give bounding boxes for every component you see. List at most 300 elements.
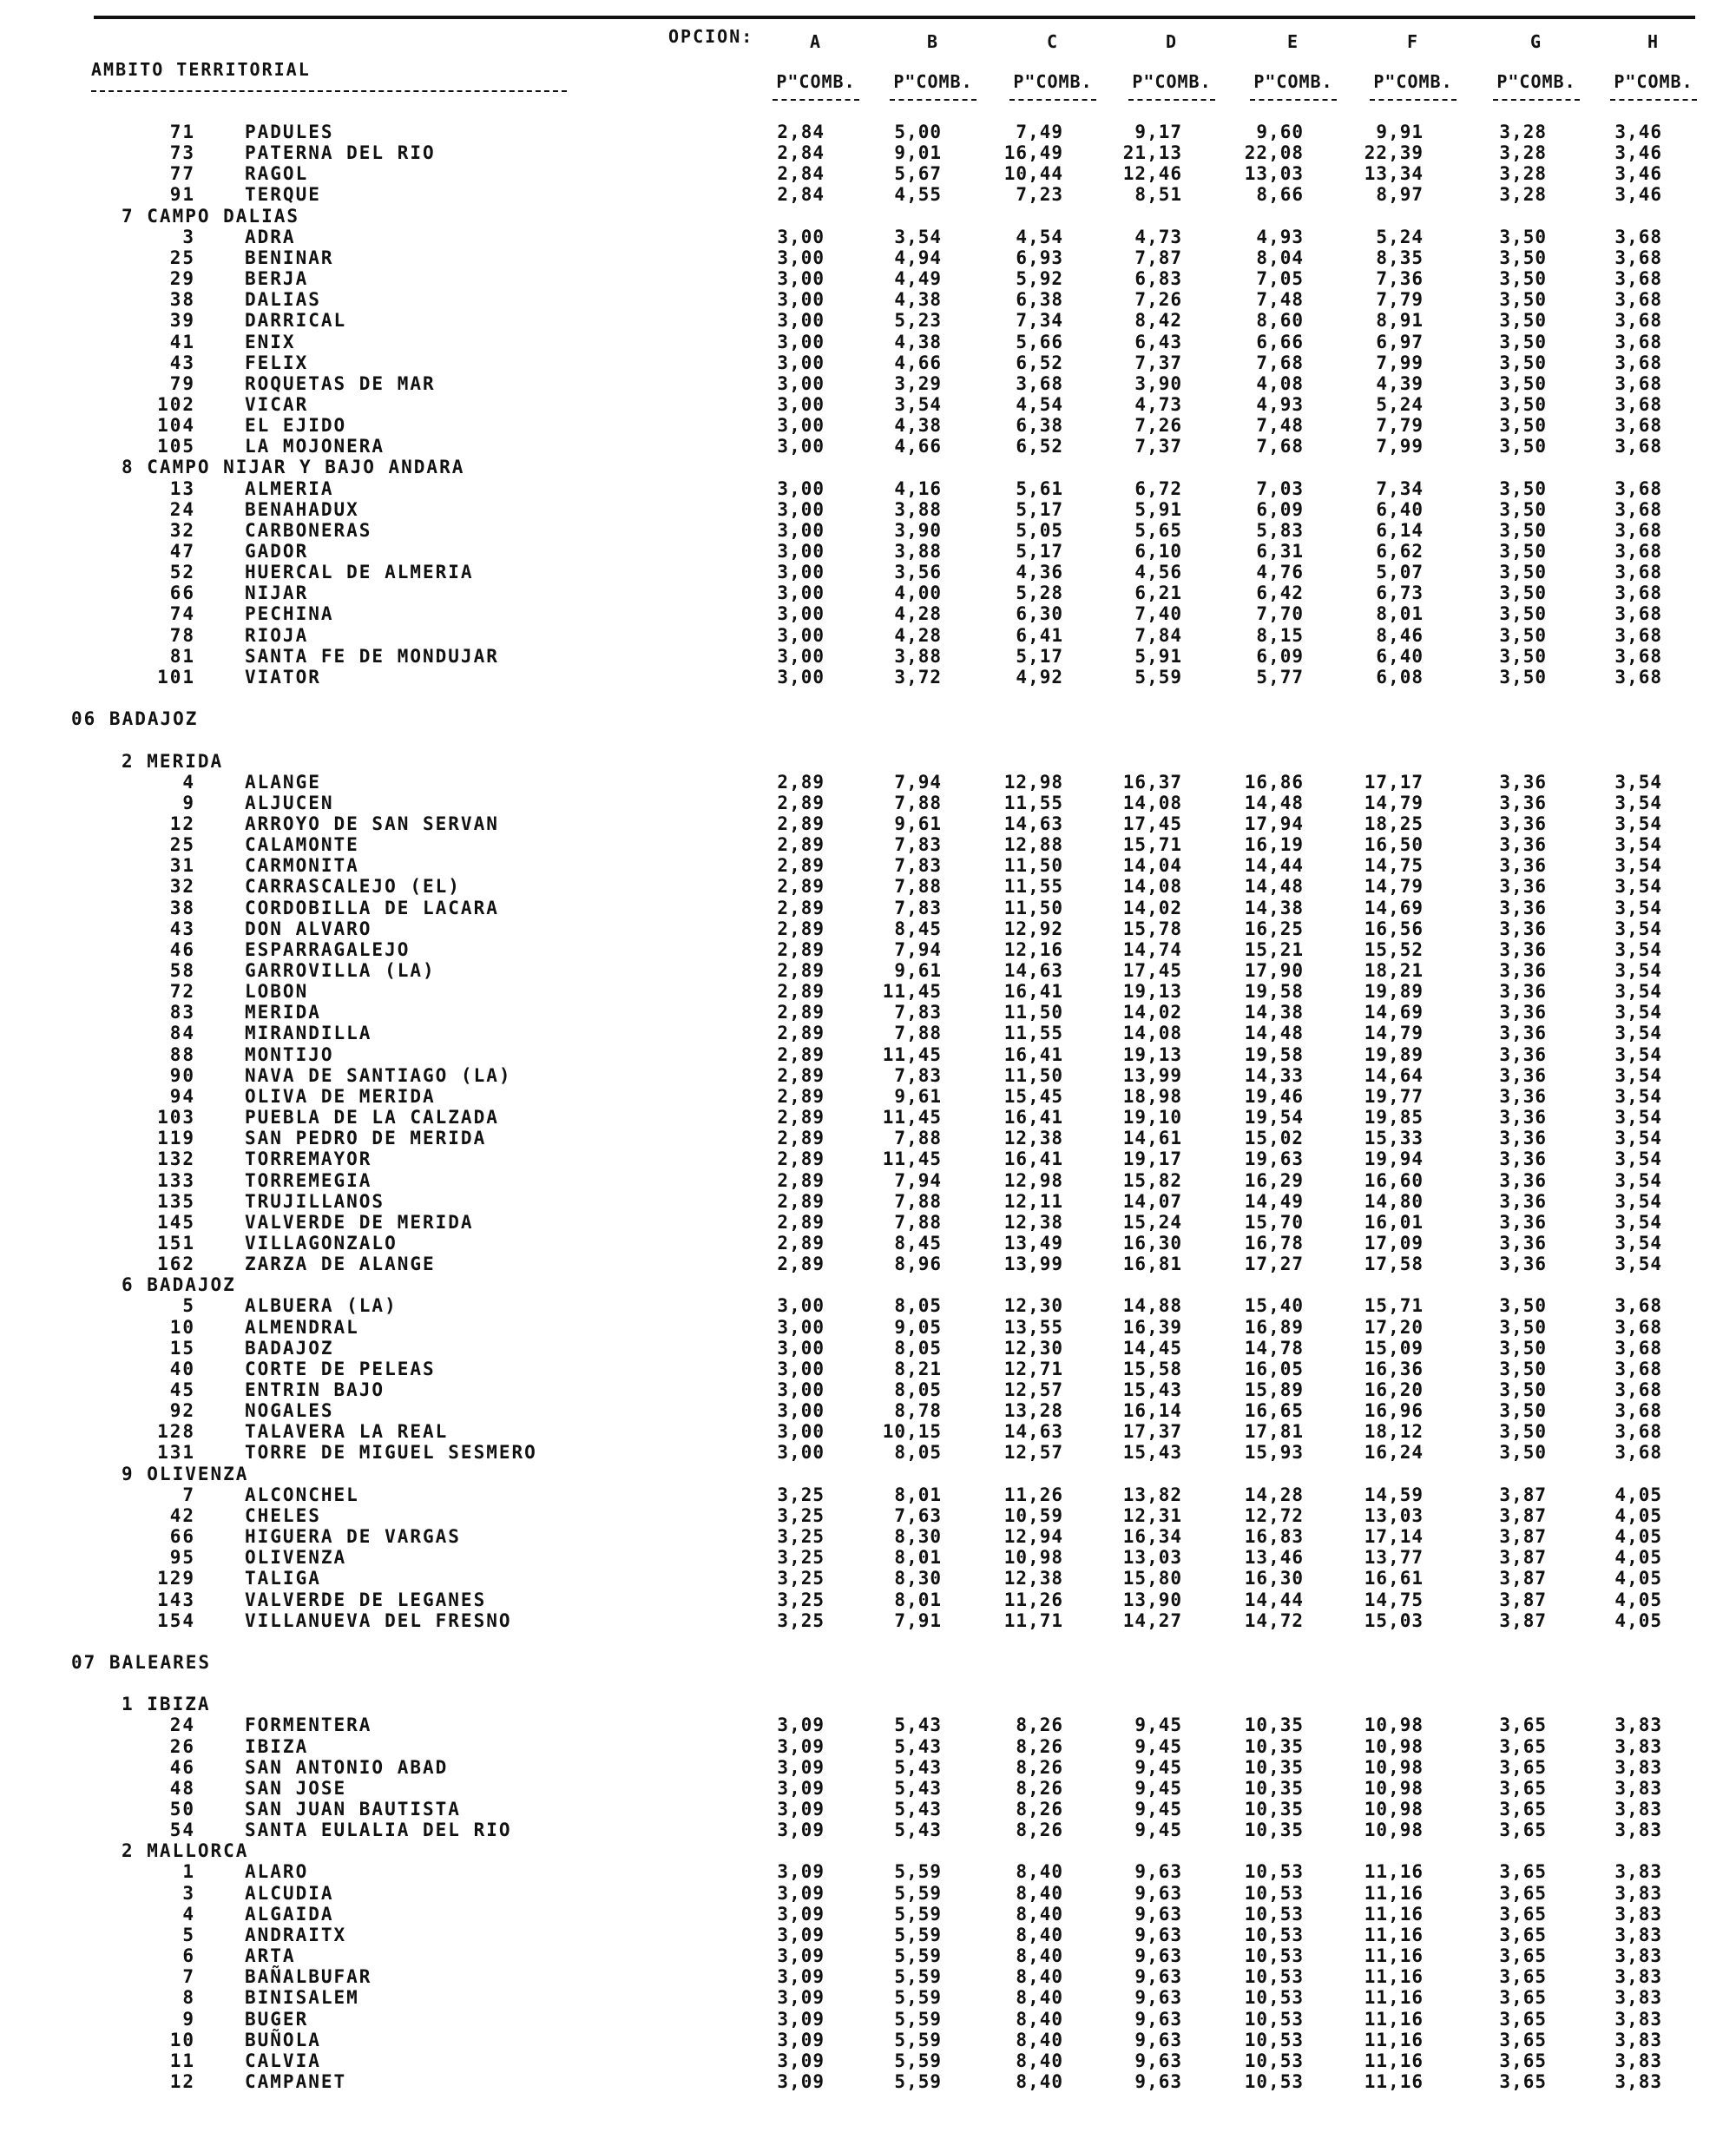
price-cell-g: 3,36 xyxy=(1499,1211,1547,1233)
municipality-name: ARROYO DE SAN SERVAN xyxy=(245,813,499,834)
table-row xyxy=(0,1945,1736,1966)
price-cell-a: 2,89 xyxy=(777,1023,825,1044)
price-cell-g: 3,50 xyxy=(1499,477,1547,499)
price-cell-g: 3,36 xyxy=(1499,771,1547,793)
price-cell-h: 3,54 xyxy=(1614,938,1662,960)
price-cell-h: 3,54 xyxy=(1614,1064,1662,1086)
price-cell-d: 17,45 xyxy=(1122,813,1182,834)
table-row xyxy=(0,436,1736,457)
option-header-g: G xyxy=(1529,31,1543,52)
price-cell-d: 16,30 xyxy=(1122,1232,1182,1254)
price-cell-e: 10,35 xyxy=(1244,1777,1304,1799)
price-cell-b: 7,91 xyxy=(894,1609,942,1631)
municipality-code: 45 xyxy=(169,1379,195,1400)
price-cell-d: 15,80 xyxy=(1122,1568,1182,1589)
price-cell-d: 7,87 xyxy=(1134,247,1182,268)
table-row xyxy=(0,2009,1736,2030)
zone-heading xyxy=(0,457,1736,477)
municipality-code: 38 xyxy=(169,289,195,311)
municipality-name: RIOJA xyxy=(245,624,309,646)
municipality-code: 50 xyxy=(169,1799,195,1820)
price-cell-b: 3,88 xyxy=(894,541,942,562)
price-cell-d: 21,13 xyxy=(1122,142,1182,164)
price-cell-f: 17,17 xyxy=(1364,771,1424,793)
municipality-name: BERJA xyxy=(245,268,309,290)
price-cell-e: 10,35 xyxy=(1244,1820,1304,1841)
price-cell-d: 4,73 xyxy=(1134,393,1182,415)
price-cell-f: 16,20 xyxy=(1364,1379,1424,1400)
price-cell-h: 3,46 xyxy=(1614,122,1662,142)
price-cell-e: 7,70 xyxy=(1256,603,1304,625)
price-cell-f: 15,52 xyxy=(1364,938,1424,960)
price-cell-h: 4,05 xyxy=(1614,1526,1662,1548)
price-cell-b: 11,45 xyxy=(882,1107,942,1129)
table-row xyxy=(0,855,1736,876)
table-row xyxy=(0,1925,1736,1945)
price-cell-a: 3,00 xyxy=(777,393,825,415)
municipality-code: 11 xyxy=(169,2050,195,2071)
ambito-territorial-heading: AMBITO TERRITORIAL xyxy=(91,59,311,80)
table-row xyxy=(0,1233,1736,1254)
price-cell-a: 2,89 xyxy=(777,938,825,960)
price-cell-f: 6,73 xyxy=(1376,582,1424,604)
price-cell-e: 15,40 xyxy=(1244,1295,1304,1317)
price-header-underline xyxy=(890,99,976,101)
price-cell-b: 8,21 xyxy=(894,1358,942,1379)
price-cell-c: 8,26 xyxy=(1016,1820,1063,1841)
zone-heading xyxy=(0,206,1736,227)
price-cell-c: 8,40 xyxy=(1016,2070,1063,2092)
price-cell-g: 3,65 xyxy=(1499,1882,1547,1904)
price-cell-c: 13,49 xyxy=(1003,1232,1063,1254)
price-cell-h: 3,54 xyxy=(1614,1232,1662,1254)
price-cell-h: 3,83 xyxy=(1614,1924,1662,1945)
price-header-underline xyxy=(1250,99,1337,101)
ambito-underline xyxy=(91,90,567,92)
price-cell-a: 3,25 xyxy=(777,1484,825,1505)
price-cell-f: 14,79 xyxy=(1364,1023,1424,1044)
price-cell-d: 16,37 xyxy=(1122,771,1182,793)
price-cell-f: 8,97 xyxy=(1376,184,1424,206)
price-cell-d: 16,81 xyxy=(1122,1254,1182,1275)
municipality-name: BAÑALBUFAR xyxy=(245,1966,372,1988)
price-cell-f: 5,24 xyxy=(1376,226,1424,247)
price-cell-d: 6,72 xyxy=(1134,477,1182,499)
price-cell-h: 3,54 xyxy=(1614,897,1662,918)
price-cell-h: 3,83 xyxy=(1614,1799,1662,1820)
municipality-code: 38 xyxy=(169,897,195,918)
price-cell-h: 3,68 xyxy=(1614,498,1662,520)
price-cell-b: 5,43 xyxy=(894,1714,942,1736)
zone-heading xyxy=(0,1274,1736,1295)
municipality-code: 103 xyxy=(157,1107,195,1129)
price-cell-g: 3,50 xyxy=(1499,1358,1547,1379)
price-cell-g: 3,50 xyxy=(1499,582,1547,604)
price-cell-b: 7,83 xyxy=(894,834,942,856)
price-cell-h: 3,54 xyxy=(1614,771,1662,793)
price-cell-c: 11,71 xyxy=(1003,1609,1063,1631)
zone-name: 7 CAMPO DALIAS xyxy=(122,205,300,227)
zone-name: 6 BADAJOZ xyxy=(122,1274,236,1296)
price-cell-f: 15,33 xyxy=(1364,1128,1424,1149)
municipality-code: 1 xyxy=(182,1861,195,1883)
municipality-code: 66 xyxy=(169,582,195,604)
price-cell-d: 19,10 xyxy=(1122,1107,1182,1129)
table-row xyxy=(0,1086,1736,1107)
municipality-code: 79 xyxy=(169,372,195,394)
municipality-name: TORREMAYOR xyxy=(245,1148,372,1170)
price-cell-h: 3,83 xyxy=(1614,2029,1662,2050)
price-cell-g: 3,36 xyxy=(1499,938,1547,960)
price-cell-c: 12,92 xyxy=(1003,918,1063,939)
price-cell-g: 3,87 xyxy=(1499,1568,1547,1589)
price-cell-c: 12,38 xyxy=(1003,1128,1063,1149)
price-cell-a: 2,89 xyxy=(777,960,825,981)
price-cell-f: 22,39 xyxy=(1364,142,1424,164)
price-cell-d: 15,82 xyxy=(1122,1169,1182,1191)
price-cell-c: 5,28 xyxy=(1016,582,1063,604)
table-row xyxy=(0,1987,1736,2008)
municipality-name: ARTA xyxy=(245,1945,296,1967)
price-cell-b: 8,45 xyxy=(894,1232,942,1254)
price-cell-e: 8,04 xyxy=(1256,247,1304,268)
price-cell-a: 3,00 xyxy=(777,436,825,457)
price-cell-f: 15,71 xyxy=(1364,1295,1424,1317)
price-cell-e: 14,48 xyxy=(1244,1023,1304,1044)
price-cell-h: 3,83 xyxy=(1614,1966,1662,1988)
price-cell-a: 3,00 xyxy=(777,1316,825,1338)
price-cell-a: 2,89 xyxy=(777,1128,825,1149)
price-cell-f: 8,01 xyxy=(1376,603,1424,625)
price-cell-d: 15,24 xyxy=(1122,1211,1182,1233)
price-cell-g: 3,50 xyxy=(1499,310,1547,332)
price-cell-g: 3,36 xyxy=(1499,1002,1547,1023)
price-cell-c: 4,36 xyxy=(1016,562,1063,583)
price-cell-a: 3,00 xyxy=(777,1400,825,1422)
price-cell-c: 10,44 xyxy=(1003,163,1063,185)
municipality-name: TORREMEGIA xyxy=(245,1169,372,1191)
zone-heading xyxy=(0,751,1736,772)
table-row xyxy=(0,1610,1736,1631)
price-cell-e: 10,53 xyxy=(1244,1945,1304,1967)
price-cell-f: 16,56 xyxy=(1364,918,1424,939)
price-cell-g: 3,87 xyxy=(1499,1609,1547,1631)
price-header-b: P"COMB. xyxy=(893,71,973,92)
price-cell-g: 3,65 xyxy=(1499,2008,1547,2030)
price-cell-e: 10,35 xyxy=(1244,1756,1304,1778)
price-cell-d: 14,88 xyxy=(1122,1295,1182,1317)
table-row xyxy=(0,1170,1736,1191)
price-cell-h: 3,54 xyxy=(1614,876,1662,898)
municipality-name: EL EJIDO xyxy=(245,415,347,437)
price-cell-h: 3,68 xyxy=(1614,331,1662,352)
municipality-code: 40 xyxy=(169,1358,195,1379)
price-cell-c: 16,41 xyxy=(1003,981,1063,1003)
municipality-name: PATERNA DEL RIO xyxy=(245,142,436,164)
price-cell-g: 3,65 xyxy=(1499,1861,1547,1883)
price-cell-c: 8,26 xyxy=(1016,1777,1063,1799)
price-cell-c: 12,30 xyxy=(1003,1295,1063,1317)
table-row xyxy=(0,520,1736,541)
price-cell-g: 3,36 xyxy=(1499,1232,1547,1254)
price-cell-g: 3,36 xyxy=(1499,834,1547,856)
table-row xyxy=(0,142,1736,163)
price-cell-a: 3,00 xyxy=(777,603,825,625)
price-cell-c: 12,57 xyxy=(1003,1379,1063,1400)
price-cell-g: 3,36 xyxy=(1499,981,1547,1003)
municipality-code: 71 xyxy=(169,122,195,142)
price-cell-c: 3,68 xyxy=(1016,372,1063,394)
price-cell-e: 16,86 xyxy=(1244,771,1304,793)
price-cell-f: 6,14 xyxy=(1376,519,1424,541)
price-cell-h: 3,54 xyxy=(1614,1085,1662,1107)
price-cell-a: 2,89 xyxy=(777,1254,825,1275)
price-cell-c: 12,38 xyxy=(1003,1568,1063,1589)
price-cell-a: 3,25 xyxy=(777,1589,825,1610)
price-cell-h: 3,54 xyxy=(1614,918,1662,939)
price-cell-b: 7,88 xyxy=(894,792,942,813)
price-cell-e: 10,53 xyxy=(1244,2008,1304,2030)
municipality-name: ALMERIA xyxy=(245,477,334,499)
price-cell-a: 3,00 xyxy=(777,624,825,646)
municipality-name: FELIX xyxy=(245,352,309,373)
price-cell-c: 5,61 xyxy=(1016,477,1063,499)
province-heading xyxy=(0,1652,1736,1673)
municipality-code: 119 xyxy=(157,1128,195,1149)
price-cell-h: 3,68 xyxy=(1614,436,1662,457)
price-header-g: P"COMB. xyxy=(1496,71,1576,92)
price-cell-f: 6,08 xyxy=(1376,666,1424,688)
price-cell-d: 9,63 xyxy=(1134,2008,1182,2030)
option-header-c: C xyxy=(1046,31,1060,52)
table-row xyxy=(0,478,1736,499)
price-cell-e: 7,68 xyxy=(1256,436,1304,457)
price-cell-d: 9,17 xyxy=(1134,122,1182,142)
table-row xyxy=(0,667,1736,688)
price-cell-c: 16,41 xyxy=(1003,1107,1063,1129)
zone-name: 2 MALLORCA xyxy=(122,1840,249,1862)
price-cell-h: 3,68 xyxy=(1614,1358,1662,1379)
price-cell-g: 3,36 xyxy=(1499,1023,1547,1044)
price-cell-b: 5,59 xyxy=(894,1966,942,1988)
price-cell-a: 3,00 xyxy=(777,1337,825,1359)
municipality-name: CORTE DE PELEAS xyxy=(245,1358,436,1379)
price-cell-d: 7,84 xyxy=(1134,624,1182,646)
municipality-code: 26 xyxy=(169,1735,195,1757)
price-cell-b: 5,43 xyxy=(894,1756,942,1778)
price-cell-a: 2,84 xyxy=(777,122,825,142)
table-row xyxy=(0,793,1736,813)
price-cell-c: 8,40 xyxy=(1016,1861,1063,1883)
price-cell-f: 11,16 xyxy=(1364,2029,1424,2050)
price-cell-e: 16,29 xyxy=(1244,1169,1304,1191)
table-row xyxy=(0,247,1736,268)
municipality-name: ADRA xyxy=(245,226,296,247)
price-cell-a: 3,25 xyxy=(777,1526,825,1548)
municipality-name: NIJAR xyxy=(245,582,309,604)
price-cell-f: 15,09 xyxy=(1364,1337,1424,1359)
price-cell-b: 5,43 xyxy=(894,1735,942,1757)
municipality-code: 13 xyxy=(169,477,195,499)
price-cell-e: 7,68 xyxy=(1256,352,1304,373)
price-cell-h: 3,83 xyxy=(1614,2070,1662,2092)
price-cell-h: 3,46 xyxy=(1614,184,1662,206)
municipality-code: 88 xyxy=(169,1043,195,1065)
municipality-code: 77 xyxy=(169,163,195,185)
price-cell-f: 13,77 xyxy=(1364,1547,1424,1569)
price-cell-e: 15,89 xyxy=(1244,1379,1304,1400)
price-cell-a: 2,89 xyxy=(777,1211,825,1233)
municipality-name: RAGOL xyxy=(245,163,309,185)
municipality-code: 3 xyxy=(182,1882,195,1904)
price-cell-b: 8,45 xyxy=(894,918,942,939)
municipality-code: 81 xyxy=(169,645,195,667)
price-cell-c: 11,55 xyxy=(1003,1023,1063,1044)
price-cell-e: 17,81 xyxy=(1244,1421,1304,1443)
municipality-code: 95 xyxy=(169,1547,195,1569)
price-cell-a: 3,09 xyxy=(777,1756,825,1778)
price-cell-b: 5,59 xyxy=(894,2050,942,2071)
price-cell-d: 17,45 xyxy=(1122,960,1182,981)
municipality-code: 5 xyxy=(182,1924,195,1945)
price-cell-e: 17,94 xyxy=(1244,813,1304,834)
price-cell-e: 14,33 xyxy=(1244,1064,1304,1086)
price-cell-g: 3,65 xyxy=(1499,1903,1547,1925)
municipality-name: VALVERDE DE LEGANES xyxy=(245,1589,487,1610)
price-cell-b: 5,43 xyxy=(894,1820,942,1841)
price-cell-c: 8,26 xyxy=(1016,1799,1063,1820)
price-cell-f: 16,01 xyxy=(1364,1211,1424,1233)
municipality-code: 151 xyxy=(157,1232,195,1254)
table-row xyxy=(0,1254,1736,1274)
price-cell-f: 6,97 xyxy=(1376,331,1424,352)
price-cell-c: 5,05 xyxy=(1016,519,1063,541)
price-cell-c: 11,55 xyxy=(1003,876,1063,898)
price-cell-g: 3,65 xyxy=(1499,1777,1547,1799)
municipality-code: 15 xyxy=(169,1337,195,1359)
price-cell-h: 3,68 xyxy=(1614,247,1662,268)
price-cell-g: 3,50 xyxy=(1499,541,1547,562)
price-cell-e: 16,65 xyxy=(1244,1400,1304,1422)
price-cell-a: 2,89 xyxy=(777,876,825,898)
zone-heading xyxy=(0,1464,1736,1484)
municipality-code: 83 xyxy=(169,1002,195,1023)
price-cell-h: 3,68 xyxy=(1614,666,1662,688)
price-cell-f: 14,79 xyxy=(1364,876,1424,898)
price-cell-b: 8,05 xyxy=(894,1379,942,1400)
table-row xyxy=(0,918,1736,939)
table-row xyxy=(0,1421,1736,1442)
price-cell-f: 7,99 xyxy=(1376,352,1424,373)
price-cell-c: 16,41 xyxy=(1003,1043,1063,1065)
price-cell-a: 3,09 xyxy=(777,1966,825,1988)
price-cell-f: 17,58 xyxy=(1364,1254,1424,1275)
price-cell-f: 11,16 xyxy=(1364,1945,1424,1967)
price-cell-e: 16,25 xyxy=(1244,918,1304,939)
price-cell-h: 3,83 xyxy=(1614,1714,1662,1736)
price-cell-a: 3,00 xyxy=(777,477,825,499)
price-cell-e: 19,58 xyxy=(1244,1043,1304,1065)
price-cell-c: 11,50 xyxy=(1003,897,1063,918)
price-cell-f: 16,50 xyxy=(1364,834,1424,856)
price-cell-e: 10,53 xyxy=(1244,1861,1304,1883)
price-cell-f: 17,20 xyxy=(1364,1316,1424,1338)
price-cell-h: 3,54 xyxy=(1614,1043,1662,1065)
price-cell-b: 4,38 xyxy=(894,331,942,352)
price-cell-d: 19,13 xyxy=(1122,981,1182,1003)
price-cell-g: 3,28 xyxy=(1499,184,1547,206)
price-cell-g: 3,50 xyxy=(1499,415,1547,437)
price-cell-b: 5,59 xyxy=(894,2008,942,2030)
price-cell-d: 7,26 xyxy=(1134,415,1182,437)
price-cell-g: 3,87 xyxy=(1499,1484,1547,1505)
price-cell-c: 14,63 xyxy=(1003,960,1063,981)
price-cell-f: 11,16 xyxy=(1364,1987,1424,2009)
price-cell-f: 13,34 xyxy=(1364,163,1424,185)
price-cell-g: 3,87 xyxy=(1499,1547,1547,1569)
price-cell-b: 3,88 xyxy=(894,645,942,667)
price-cell-d: 6,10 xyxy=(1134,541,1182,562)
municipality-name: ALBUERA (LA) xyxy=(245,1295,398,1317)
price-cell-e: 14,49 xyxy=(1244,1190,1304,1212)
municipality-code: 72 xyxy=(169,981,195,1003)
municipality-name: MONTIJO xyxy=(245,1043,334,1065)
price-cell-f: 6,62 xyxy=(1376,541,1424,562)
price-cell-f: 14,69 xyxy=(1364,897,1424,918)
table-row xyxy=(0,876,1736,897)
price-cell-g: 3,36 xyxy=(1499,876,1547,898)
price-cell-b: 8,96 xyxy=(894,1254,942,1275)
price-cell-b: 5,00 xyxy=(894,122,942,142)
table-row xyxy=(0,227,1736,247)
price-cell-d: 9,63 xyxy=(1134,2070,1182,2092)
price-cell-b: 7,88 xyxy=(894,1128,942,1149)
table-row xyxy=(0,1400,1736,1421)
price-cell-d: 9,63 xyxy=(1134,1861,1182,1883)
price-cell-f: 10,98 xyxy=(1364,1777,1424,1799)
price-cell-f: 18,12 xyxy=(1364,1421,1424,1443)
price-cell-h: 3,68 xyxy=(1614,1400,1662,1422)
price-cell-g: 3,87 xyxy=(1499,1526,1547,1548)
price-cell-b: 3,56 xyxy=(894,562,942,583)
price-cell-h: 3,83 xyxy=(1614,2050,1662,2071)
price-cell-d: 5,91 xyxy=(1134,645,1182,667)
price-header-underline xyxy=(1493,99,1580,101)
price-cell-f: 11,16 xyxy=(1364,1882,1424,1904)
price-cell-g: 3,65 xyxy=(1499,1820,1547,1841)
price-cell-c: 10,98 xyxy=(1003,1547,1063,1569)
table-row xyxy=(0,625,1736,646)
price-cell-c: 12,57 xyxy=(1003,1442,1063,1464)
blank-row xyxy=(0,1631,1736,1652)
price-cell-h: 4,05 xyxy=(1614,1589,1662,1610)
price-cell-d: 12,46 xyxy=(1122,163,1182,185)
price-cell-b: 7,94 xyxy=(894,771,942,793)
price-cell-h: 3,46 xyxy=(1614,163,1662,185)
price-cell-h: 3,68 xyxy=(1614,1379,1662,1400)
price-cell-c: 6,52 xyxy=(1016,436,1063,457)
price-cell-f: 10,98 xyxy=(1364,1714,1424,1736)
municipality-code: 24 xyxy=(169,1714,195,1736)
table-row xyxy=(0,163,1736,184)
price-cell-d: 9,63 xyxy=(1134,2050,1182,2071)
price-cell-a: 3,09 xyxy=(777,2029,825,2050)
price-cell-g: 3,65 xyxy=(1499,1756,1547,1778)
municipality-code: 25 xyxy=(169,834,195,856)
price-header-c: P"COMB. xyxy=(1013,71,1093,92)
price-cell-e: 7,05 xyxy=(1256,268,1304,290)
price-cell-c: 6,38 xyxy=(1016,289,1063,311)
